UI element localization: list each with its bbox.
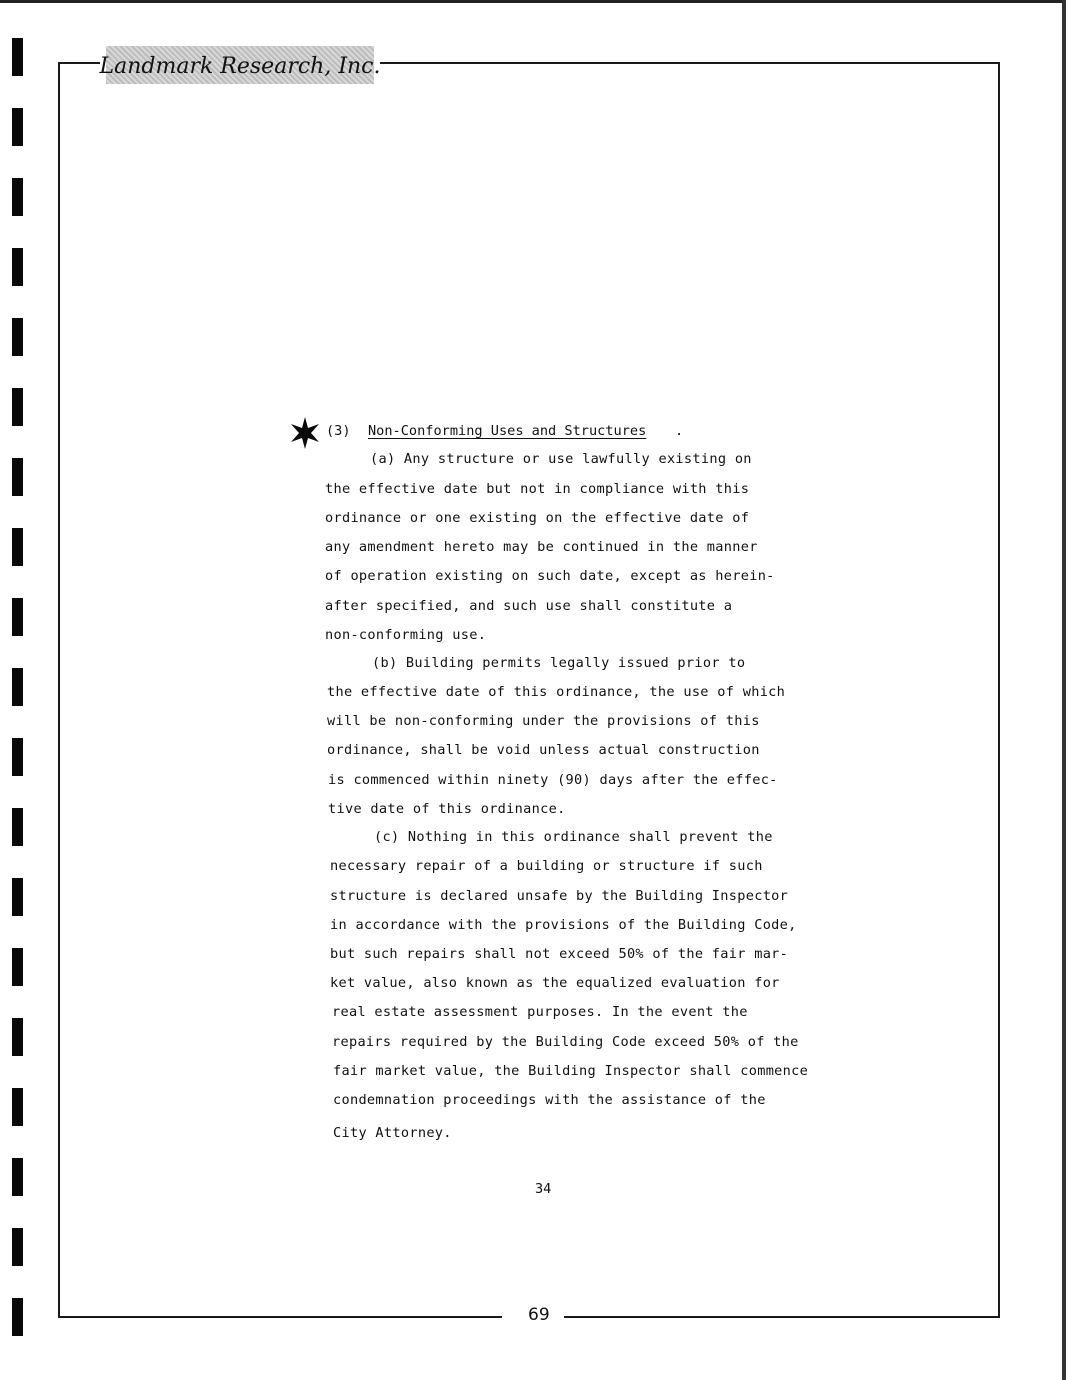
binder-hole-strip bbox=[12, 30, 24, 1360]
page-right-edge bbox=[1062, 0, 1066, 1380]
inner-page-number: 34 bbox=[535, 1181, 552, 1197]
paragraph-b-line: (b) Building permits legally issued prior to bbox=[372, 655, 746, 671]
logo-script-mark bbox=[99, 49, 381, 81]
paragraph-c-line: in accordance with the provisions of the Building Code, bbox=[330, 917, 797, 933]
section-number: (3) bbox=[326, 423, 351, 439]
binder-mark bbox=[12, 948, 23, 986]
paragraph-c-line: necessary repair of a building or structure if such bbox=[330, 858, 763, 874]
paragraph-b-line: is commenced within ninety (90) days after the effec- bbox=[328, 772, 778, 788]
binder-mark bbox=[12, 878, 23, 916]
binder-mark bbox=[12, 108, 23, 146]
paragraph-c-line: City Attorney. bbox=[333, 1125, 452, 1141]
logo-text: Landmark Research, Inc. bbox=[99, 54, 381, 79]
binder-mark bbox=[12, 318, 23, 356]
section-title bbox=[368, 423, 646, 439]
binder-mark bbox=[12, 1158, 23, 1196]
binder-mark bbox=[12, 668, 23, 706]
paragraph-b-line: will be non-conforming under the provisions of this bbox=[327, 713, 760, 729]
company-logo bbox=[99, 46, 381, 84]
section-title-text: Non-Conforming Uses and Structures bbox=[368, 423, 647, 439]
binder-mark bbox=[12, 598, 23, 636]
paragraph-b-line: the effective date of this ordinance, the use of which bbox=[327, 684, 786, 700]
section-title-period: . bbox=[675, 423, 684, 439]
paragraph-b-line: tive date of this ordinance. bbox=[328, 801, 566, 817]
paragraph-a-line: (a) Any structure or use lawfully existing on bbox=[370, 451, 752, 467]
asterisk-star-icon bbox=[287, 415, 323, 451]
paragraph-a-line: after specified, and such use shall constitute a bbox=[325, 598, 733, 614]
binder-mark bbox=[12, 248, 23, 286]
paragraph-c-line: real estate assessment purposes. In the event the bbox=[332, 1004, 748, 1020]
paragraph-a-line: any amendment hereto may be continued in the manner bbox=[325, 539, 758, 555]
paragraph-c-line: condemnation proceedings with the assistance of the bbox=[333, 1092, 766, 1108]
binder-mark bbox=[12, 808, 23, 846]
paragraph-c-line: fair market value, the Building Inspector shall commence bbox=[333, 1063, 809, 1079]
binder-mark bbox=[12, 1088, 23, 1126]
binder-mark bbox=[12, 178, 23, 216]
binder-mark bbox=[12, 1018, 23, 1056]
footer-page-number: 69 bbox=[528, 1305, 550, 1325]
paragraph-a-line: the effective date but not in compliance with this bbox=[325, 481, 750, 497]
paragraph-c-line: structure is declared unsafe by the Building Inspector bbox=[330, 888, 789, 904]
paragraph-b-line: ordinance, shall be void unless actual construction bbox=[327, 742, 760, 758]
paragraph-c-line: ket value, also known as the equalized evaluation for bbox=[330, 975, 780, 991]
binder-mark bbox=[12, 1228, 23, 1266]
binder-mark bbox=[12, 738, 23, 776]
paragraph-a-line: ordinance or one existing on the effective date of bbox=[325, 510, 750, 526]
paragraph-c-line: repairs required by the Building Code exceed 50% of the bbox=[332, 1034, 799, 1050]
paragraph-a-line: of operation existing on such date, except as herein- bbox=[325, 568, 775, 584]
binder-mark bbox=[12, 388, 23, 426]
binder-mark bbox=[12, 38, 23, 76]
binder-mark bbox=[12, 458, 23, 496]
binder-mark bbox=[12, 1298, 23, 1336]
paragraph-a-line: non-conforming use. bbox=[325, 627, 487, 643]
paragraph-c-line: but such repairs shall not exceed 50% of the fair mar- bbox=[330, 946, 789, 962]
paragraph-c-line: (c) Nothing in this ordinance shall prevent the bbox=[374, 829, 773, 845]
binder-mark bbox=[12, 528, 23, 566]
page-top-edge bbox=[0, 0, 1066, 3]
